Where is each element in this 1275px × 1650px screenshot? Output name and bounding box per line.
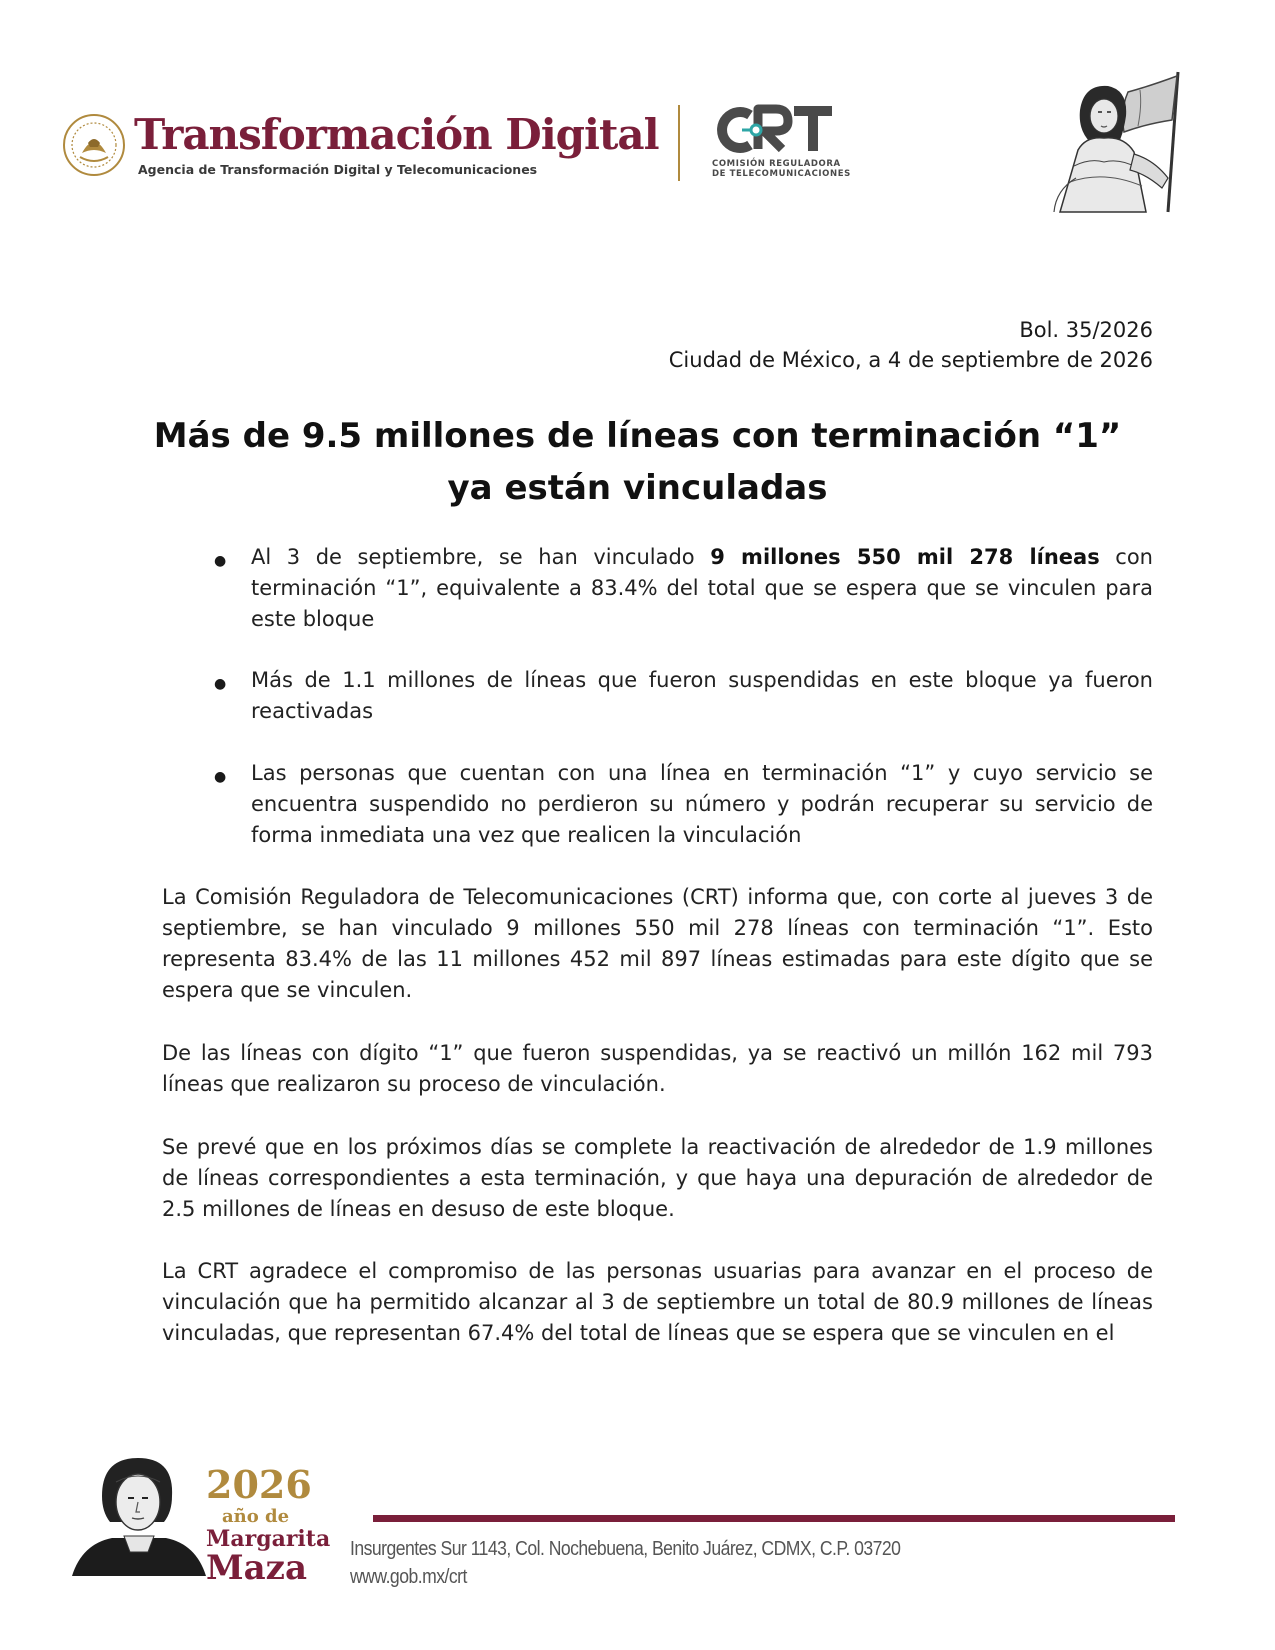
year-name-first: Margarita bbox=[206, 1526, 331, 1552]
heroine-flag-illustration bbox=[1050, 70, 1190, 215]
bullet-1-highlight: 9 millones 550 mil 278 líneas bbox=[710, 545, 1100, 569]
bullet-dot-icon: ● bbox=[214, 676, 227, 692]
page-title bbox=[150, 410, 1125, 514]
margarita-maza-portrait bbox=[72, 1452, 206, 1576]
body-paragraph-2: De las líneas con dígito “1” que fueron suspendidas, ya se reactivó un millón 162 mil 793 líneas que realizaron su proceso de vinculación. bbox=[162, 1041, 1153, 1096]
body-paragraph-4: La CRT agradece el compromiso de las personas usuarias para avanzar en el proceso de vinculación que ha permitido alcanzar al 3 de septiembre un total de 80.9 millones de líneas vinculadas, que representan 67.4% del total de líneas que se espera que se vinculen en el bbox=[162, 1259, 1153, 1345]
headline-line-2: ya están vinculadas bbox=[447, 468, 828, 508]
bullet-dot-icon: ● bbox=[214, 769, 227, 785]
crt-subtitle-line2: DE TELECOMUNICACIONES bbox=[712, 169, 851, 179]
footer-website-link[interactable]: www.gob.mx/crt bbox=[350, 1566, 467, 1588]
crt-subtitle-line1: COMISIÓN REGULADORA bbox=[712, 159, 841, 169]
agency-logo bbox=[62, 110, 659, 190]
bulletin-number: Bol. 35/2026 bbox=[1019, 318, 1153, 342]
bullet-dot-icon: ● bbox=[214, 553, 227, 569]
body-paragraph-1: La Comisión Reguladora de Telecomunicaciones (CRT) informa que, con corte al jueves 3 de septiembre, se han vinculado 9 millones 550 mil 278 líneas con terminación “1”. Esto representa 83.4% de las 11 millones 452 mil 897 líneas estimadas para este dígito que se espera que se vinculen. bbox=[162, 885, 1153, 1002]
agency-subtitle: Agencia de Transformación Digital y Telecomunicaciones bbox=[138, 162, 538, 177]
header-divider bbox=[678, 105, 680, 181]
headline-line-1: Más de 9.5 millones de líneas con terminación “1” bbox=[153, 416, 1122, 456]
footer-address: Insurgentes Sur 1143, Col. Nochebuena, Benito Juárez, CDMX, C.P. 03720 bbox=[350, 1538, 901, 1560]
national-seal-icon bbox=[62, 113, 126, 177]
bullet-item-1 bbox=[251, 542, 1153, 635]
footer-rule bbox=[373, 1515, 1175, 1522]
bullet-1-text-start: Al 3 de septiembre, se han vinculado bbox=[251, 545, 711, 569]
agency-title: Transformación Digital bbox=[134, 110, 659, 159]
bullet-item-2: Más de 1.1 millones de líneas que fueron suspendidas en este bloque ya fueron reactivadas bbox=[251, 668, 1153, 723]
crt-logo-icon bbox=[712, 103, 834, 155]
year-name-last: Maza bbox=[206, 1548, 308, 1588]
bullet-1-text-end: con terminación “1”, equivalente a 83.4% del total que se espera que se vinculen para este bloque bbox=[251, 545, 1153, 631]
year-number: 2026 bbox=[206, 1462, 312, 1507]
year-text: año de bbox=[222, 1506, 290, 1527]
bullet-item-3: Las personas que cuentan con una línea en terminación “1” y cuyo servicio se encuentra suspendido no perdieron su número y podrán recuperar su servicio de forma inmediata una vez que realicen la vinculación bbox=[251, 761, 1153, 847]
place-date: Ciudad de México, a 4 de septiembre de 2026 bbox=[668, 348, 1153, 372]
body-paragraph-3: Se prevé que en los próximos días se complete la reactivación de alrededor de 1.9 millones de líneas correspondientes a esta terminación, y que haya una depuración de alrededor de 2.5 millones de líneas en desuso de este bloque. bbox=[162, 1135, 1153, 1221]
crt-logo bbox=[712, 103, 862, 183]
